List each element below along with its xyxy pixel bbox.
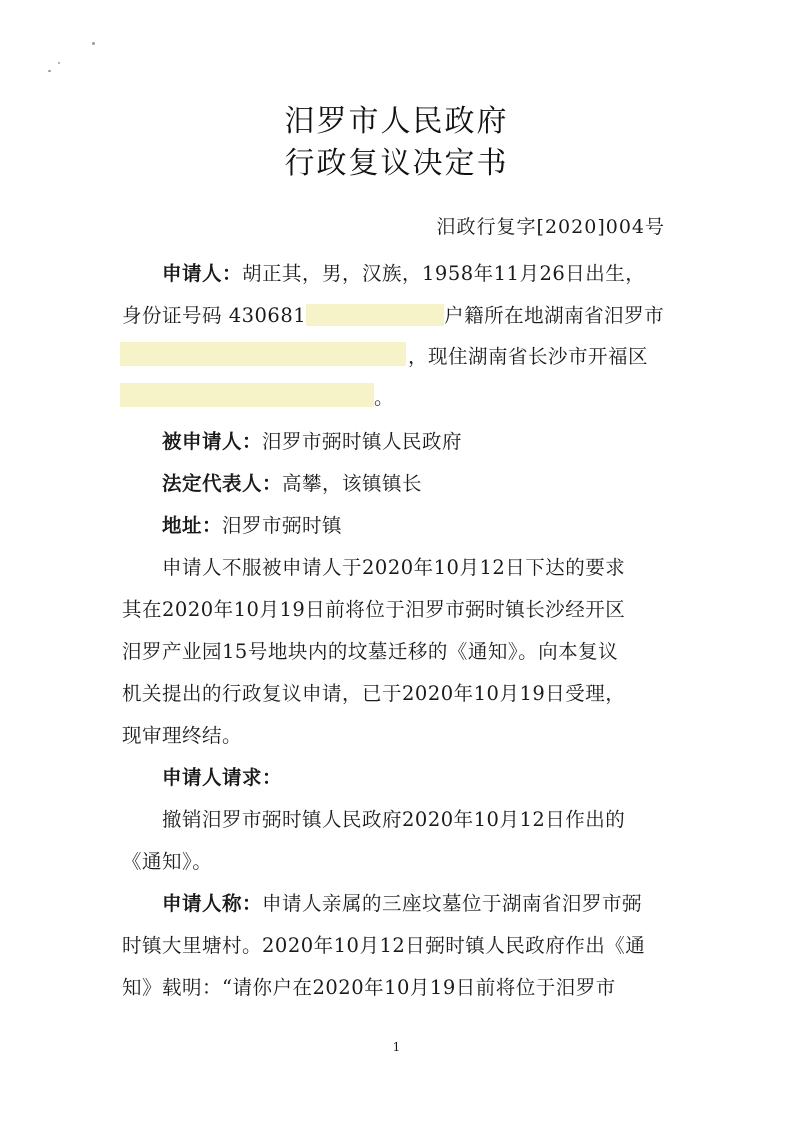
applicant-residence: ，现住湖南省长沙市开福区	[408, 345, 649, 368]
respondent-label: 被申请人：	[162, 430, 263, 453]
scan-speck	[48, 70, 51, 72]
request-line: 《通知》。	[122, 850, 213, 873]
legal-rep-value: 高攀，该镇镇长	[282, 472, 423, 495]
body-para-line: 现审理终结。	[122, 724, 243, 747]
document-reference-number: 汨政行复字[2020]004号	[436, 216, 665, 238]
respondent-value: 汨罗市弼时镇人民政府	[262, 430, 463, 453]
claim-line-1	[162, 888, 642, 916]
claim-text: 申请人亲属的三座坟墓位于湖南省汨罗市弼	[262, 892, 643, 915]
legal-rep-label: 法定代表人：	[162, 472, 283, 495]
body-para-line: 机关提出的行政复议申请，已于2020年10月19日受理，	[122, 682, 626, 705]
applicant-line-2	[122, 300, 664, 328]
scan-speck	[58, 62, 60, 64]
body-para-line: 汨罗产业园15号地块内的坟墓迁移的《通知》。向本复议	[122, 640, 619, 663]
document-title-line1: 汨罗市人民政府	[284, 104, 509, 139]
page-number: 1	[392, 1040, 401, 1054]
body-para-line: 申请人不服被申请人于2020年10月12日下达的要求	[162, 556, 626, 579]
redaction-hukou-address	[120, 342, 406, 366]
applicant-hukou: 户籍所在地湖南省汨罗市	[444, 304, 665, 327]
claim-line: 时镇大里塘村。2020年10月12日弼时镇人民政府作出《通	[122, 934, 646, 957]
scan-speck	[92, 42, 95, 45]
redaction-residence-address	[120, 383, 374, 407]
applicant-id-prefix: 身份证号码 430681	[122, 304, 307, 327]
document-title-line2: 行政复议决定书	[284, 146, 509, 181]
redaction-id-number	[306, 304, 444, 326]
address-label: 地址：	[162, 514, 223, 537]
request-heading: 申请人请求：	[162, 766, 283, 789]
applicant-line-1	[162, 258, 645, 286]
legal-rep-line	[162, 468, 422, 496]
address-value: 汨罗市弼时镇	[222, 514, 343, 537]
body-para-line: 其在2020年10月19日前将位于汨罗市弼时镇长沙经开区	[122, 598, 626, 621]
address-line	[162, 510, 342, 538]
applicant-line-3	[408, 341, 648, 369]
respondent-line	[162, 426, 462, 454]
applicant-line-4	[374, 382, 394, 410]
applicant-label: 申请人：	[162, 262, 243, 285]
applicant-details: 胡正其，男，汉族，1958年11月26日出生，	[242, 262, 646, 285]
applicant-line-end: 。	[374, 386, 395, 409]
request-line: 撤销汨罗市弼时镇人民政府2020年10月12日作出的	[162, 808, 626, 831]
claim-line: 知》载明：“请你户在2020年10月19日前将位于汨罗市	[122, 976, 616, 999]
claim-label: 申请人称：	[162, 892, 263, 915]
